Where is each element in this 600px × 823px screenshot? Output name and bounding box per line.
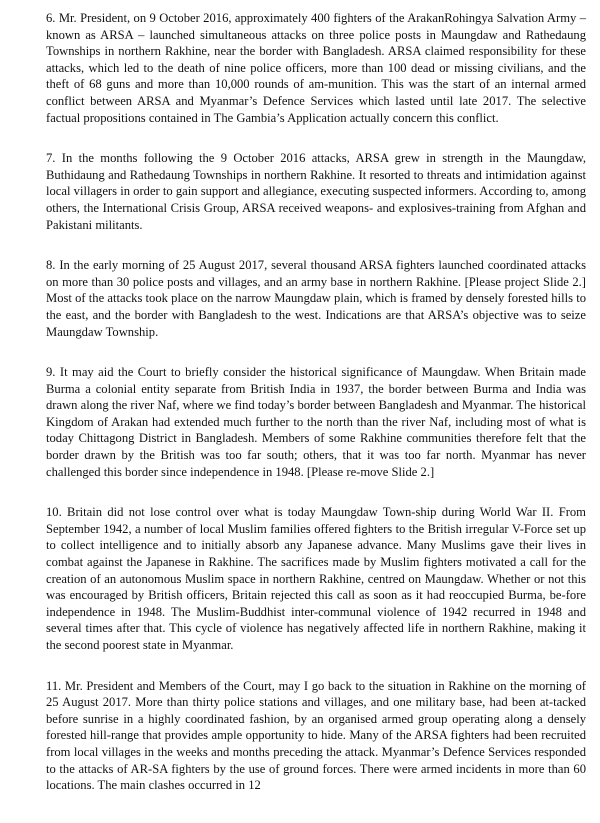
paragraph-9 [46, 364, 586, 480]
paragraph-number: 6. [46, 11, 56, 25]
paragraph-7 [46, 150, 586, 233]
paragraph-number: 10. [46, 505, 62, 520]
paragraph-text: In the early morning of 25 August 2017, several thousand ARSA fighters launched coordinated attacks on more than 30 police posts and villages, and an army base in northern Rakhine. [Please project Slide 2.] Most of the attacks took place on the narrow Maungdaw plain, which is framed by densely forested hills to the east, and the border with Bangladesh to the west. Indications are that ARSA’s objective was to seize Maungdaw Township. [46, 258, 586, 339]
paragraph-number: 11. [46, 678, 62, 693]
paragraph-11 [46, 678, 586, 794]
paragraph-text: Britain did not lose control over what is today Maungdaw Town-ship during World War II. From September 1942, a number of local Muslim families offered fighters to the British irregular V-Force set up to collect intelligence and to initially absorb any Japanese advance. Many Muslims gave their lives in combat against the Japanese in Rakhine. The sacrifices made by Muslim fighters motivated a call for the creation of an autonomous Muslim space in northern Rakhine, centred on Maungdaw. Whether or not this was encouraged by British officers, Britain rejected this call as soon as it had reoccupied Burma, be-fore independence in 1948. The Muslim-Buddhist inter-communal violence of 1942 recurred in 1948 and several times after that. This cycle of violence has negatively affected life in northern Rakhine, making it the second poorest state in Myanmar. [46, 505, 586, 652]
paragraph-text: Mr. President, on 9 October 2016, approximately 400 fighters of the ArakanRohingya Salvation Army – known as ARSA – launched simultaneous attacks on three police posts in Maungdaw and Rathedaung Townships in northern Rakhine, near the border with Bangladesh. ARSA claimed responsibility for these attacks, which led to the death of nine police officers, more than 100 dead or missing civilians, and the theft of 68 guns and more than 10,000 rounds of am-munition. This was the start of an internal armed conflict between ARSA and Myanmar’s Defence Services which lasted until late 2017. The selective factual propositions contained in The Gambia’s Application actually concern this conflict. [46, 11, 586, 125]
paragraph-10 [46, 504, 586, 653]
paragraph-text: In the months following the 9 October 2016 attacks, ARSA grew in strength in the Maungdaw, Buthidaung and Rathedaung Townships in northern Rakhine. It resorted to threats and intimidation against local villagers in order to gain support and allegiance, executing suspected informers. According to, among others, the International Crisis Group, ARSA received weapons- and explosives-training from Afghan and Pakistani militants. [46, 151, 586, 232]
paragraph-8 [46, 257, 586, 340]
paragraph-number: 8. [46, 258, 56, 273]
paragraph-6 [46, 10, 586, 126]
paragraph-number: 9. [46, 365, 56, 380]
paragraph-text: Mr. President and Members of the Court, may I go back to the situation in Rakhine on the morning of 25 August 2017. More than thirty police stations and villages, and one military base, had been at-tacked before sunrise in a highly coordinated fashion, by an organised armed group operating along a densely forested hill-range that provides ample opportunity to hide. Many of the ARSA fighters had been recruited from local villages in the weeks and months preceding the attack. Myanmar’s Defence Services responded to the attacks of AR-SA fighters by the use of ground forces. There were armed incidents in more than 60 locations. The main clashes occurred in 12 [46, 678, 586, 793]
paragraph-number: 7. [46, 151, 56, 166]
paragraph-text: It may aid the Court to briefly consider the historical significance of Maungdaw. When Britain made Burma a colonial entity separate from British India in 1937, the border between Burma and India was drawn along the river Naf, where we find today’s border between Bangladesh and Myanmar. The historical Kingdom of Arakan had extended much further to the north than the river Naf, including most of what is today Chittagong District in Bangladesh. Members of some Rakhine communities therefore felt that the border drawn by the British was too far south; others, that it was too far north. Myanmar has never challenged this border since independence in 1948. [Please re-move Slide 2.] [46, 365, 586, 479]
